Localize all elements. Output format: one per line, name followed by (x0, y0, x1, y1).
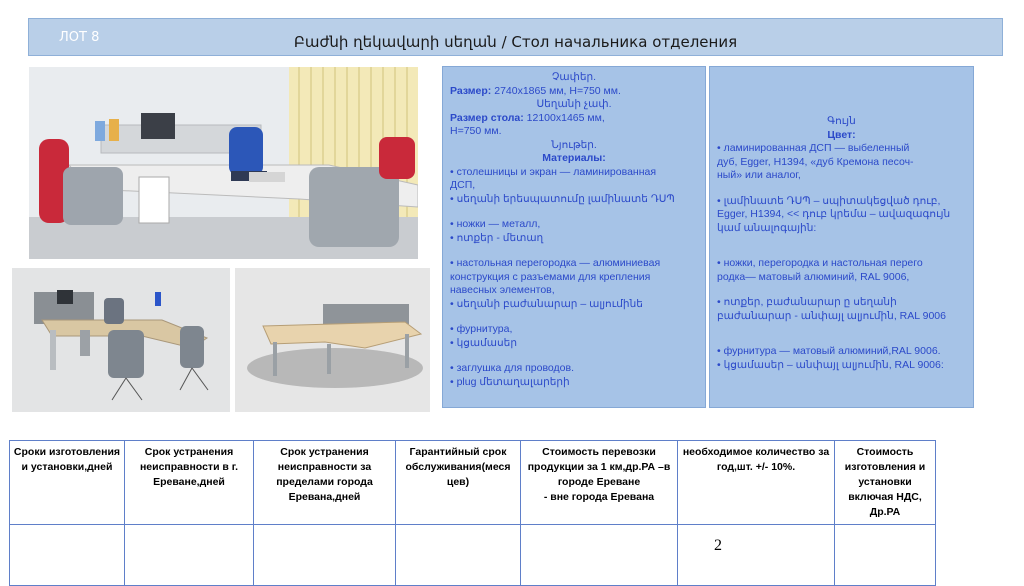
table-size-heading-am: Սեղանի չափ. (536, 98, 612, 110)
table-size-line (450, 112, 698, 126)
color-line: • ոտքեր, բաժանարար ը սեղանի (717, 296, 897, 308)
table-cell[interactable] (396, 525, 521, 586)
page-title: Բաժնի ղեկավարի սեղան / Стол начальника отделения (293, 33, 738, 51)
table-cell[interactable] (10, 525, 125, 586)
table-cell[interactable] (254, 525, 396, 586)
table-size-value2: H=750 мм. (450, 125, 502, 137)
color-heading-am: Գույն (827, 115, 856, 127)
size-label: Размер: (450, 84, 492, 97)
desk-render-chairs (12, 268, 230, 412)
color-line: Egger, H1394, << դուբ կրեմա – ավազագույն (717, 208, 951, 220)
table-header: Срок устранения неисправности за пределами города Еревана,дней (254, 441, 396, 525)
lot-label: ЛОТ 8 (59, 30, 100, 45)
table-header: необходимое количество за год,шт. +/- 10%. (678, 441, 835, 525)
table-cell[interactable] (835, 525, 936, 586)
color-line: родка— матовый алюминий, RAL 9006, (717, 270, 910, 283)
table-cell[interactable] (678, 525, 835, 586)
material-line: • настольная перегородка — алюминиевая (450, 257, 661, 269)
table-cell[interactable] (125, 525, 254, 586)
materials-heading-ru: Материалы: (542, 152, 606, 164)
color-line: կամ անալոգային: (717, 221, 817, 234)
material-line: • столешницы и экран — ламинированная (450, 165, 657, 178)
table-header: Гарантийный срок обслуживания(меся цев) (396, 441, 521, 525)
color-line: բաժանարար - անփայլ ալյումին, RAL 9006 (717, 309, 946, 322)
color-heading-ru: Цвет: (827, 128, 856, 141)
material-line: • фурнитура, (450, 323, 513, 335)
material-line: • սեղանի երեսպատումը լամինատե ԴՍՊ (450, 192, 675, 205)
page-number: 2 (714, 537, 722, 554)
desk-render-plain (235, 268, 430, 412)
table-header: Стоимость перевозки продукции за 1 км,др.РА –в городе Ереване - вне города Еревана (521, 441, 678, 525)
size-value: 2740x1865 мм, H=750 мм. (494, 84, 621, 97)
header-bar (28, 18, 1003, 56)
material-line: • plug մետաղալարերի (450, 375, 570, 388)
color-line: • ламинированная ДСП — выбеленный (717, 142, 910, 154)
table-header-row (10, 441, 936, 525)
table-size-label: Размер стола: (450, 111, 524, 124)
table-size-value: 12100x1465 мм, (526, 111, 605, 124)
color-box (709, 66, 974, 408)
material-line: навесных элементов, (450, 284, 555, 296)
material-line: ДСП, (450, 179, 476, 191)
material-line: • ոտքեր - մետաղ (450, 231, 544, 244)
material-line: • սեղանի բաժանարար – ալյումինե (450, 297, 643, 310)
color-line: • фурнитура — матовый алюминий,RAL 9006. (717, 345, 941, 357)
color-line: • լամինատե ԴՍՊ – սպիտակեցված դուբ, (717, 194, 941, 207)
table-cell[interactable] (521, 525, 678, 586)
color-line: дуб, Egger, H1394, «дуб Кремона песоч- (717, 155, 914, 168)
material-line: • ножки — металл, (450, 218, 541, 230)
pricing-table (9, 440, 936, 586)
material-line: конструкция с разъемами для крепления (450, 270, 651, 283)
color-line: • կցամասեր – անփայլ ալյումին, RAL 9006: (717, 358, 944, 371)
material-line: • заглушка для проводов. (450, 362, 574, 374)
color-line: • ножки, перегородка и настольная перего (717, 257, 923, 269)
table-row (10, 525, 936, 586)
size-line (450, 85, 698, 99)
color-line: ный» или аналог, (717, 169, 801, 181)
table-header: Срок устранения неисправности в г. Ереване,дней (125, 441, 254, 525)
specification-box (442, 66, 706, 408)
office-desk-photo (29, 67, 418, 259)
material-line: • կցամասեր (450, 336, 517, 349)
table-header: Стоимость изготовления и установки включая НДС, Др.РА (835, 441, 936, 525)
table-header: Сроки изготовления и установки,дней (10, 441, 125, 525)
size-heading-am: Չափեր. (551, 71, 597, 83)
materials-heading-am: Նյութեր. (551, 138, 597, 151)
